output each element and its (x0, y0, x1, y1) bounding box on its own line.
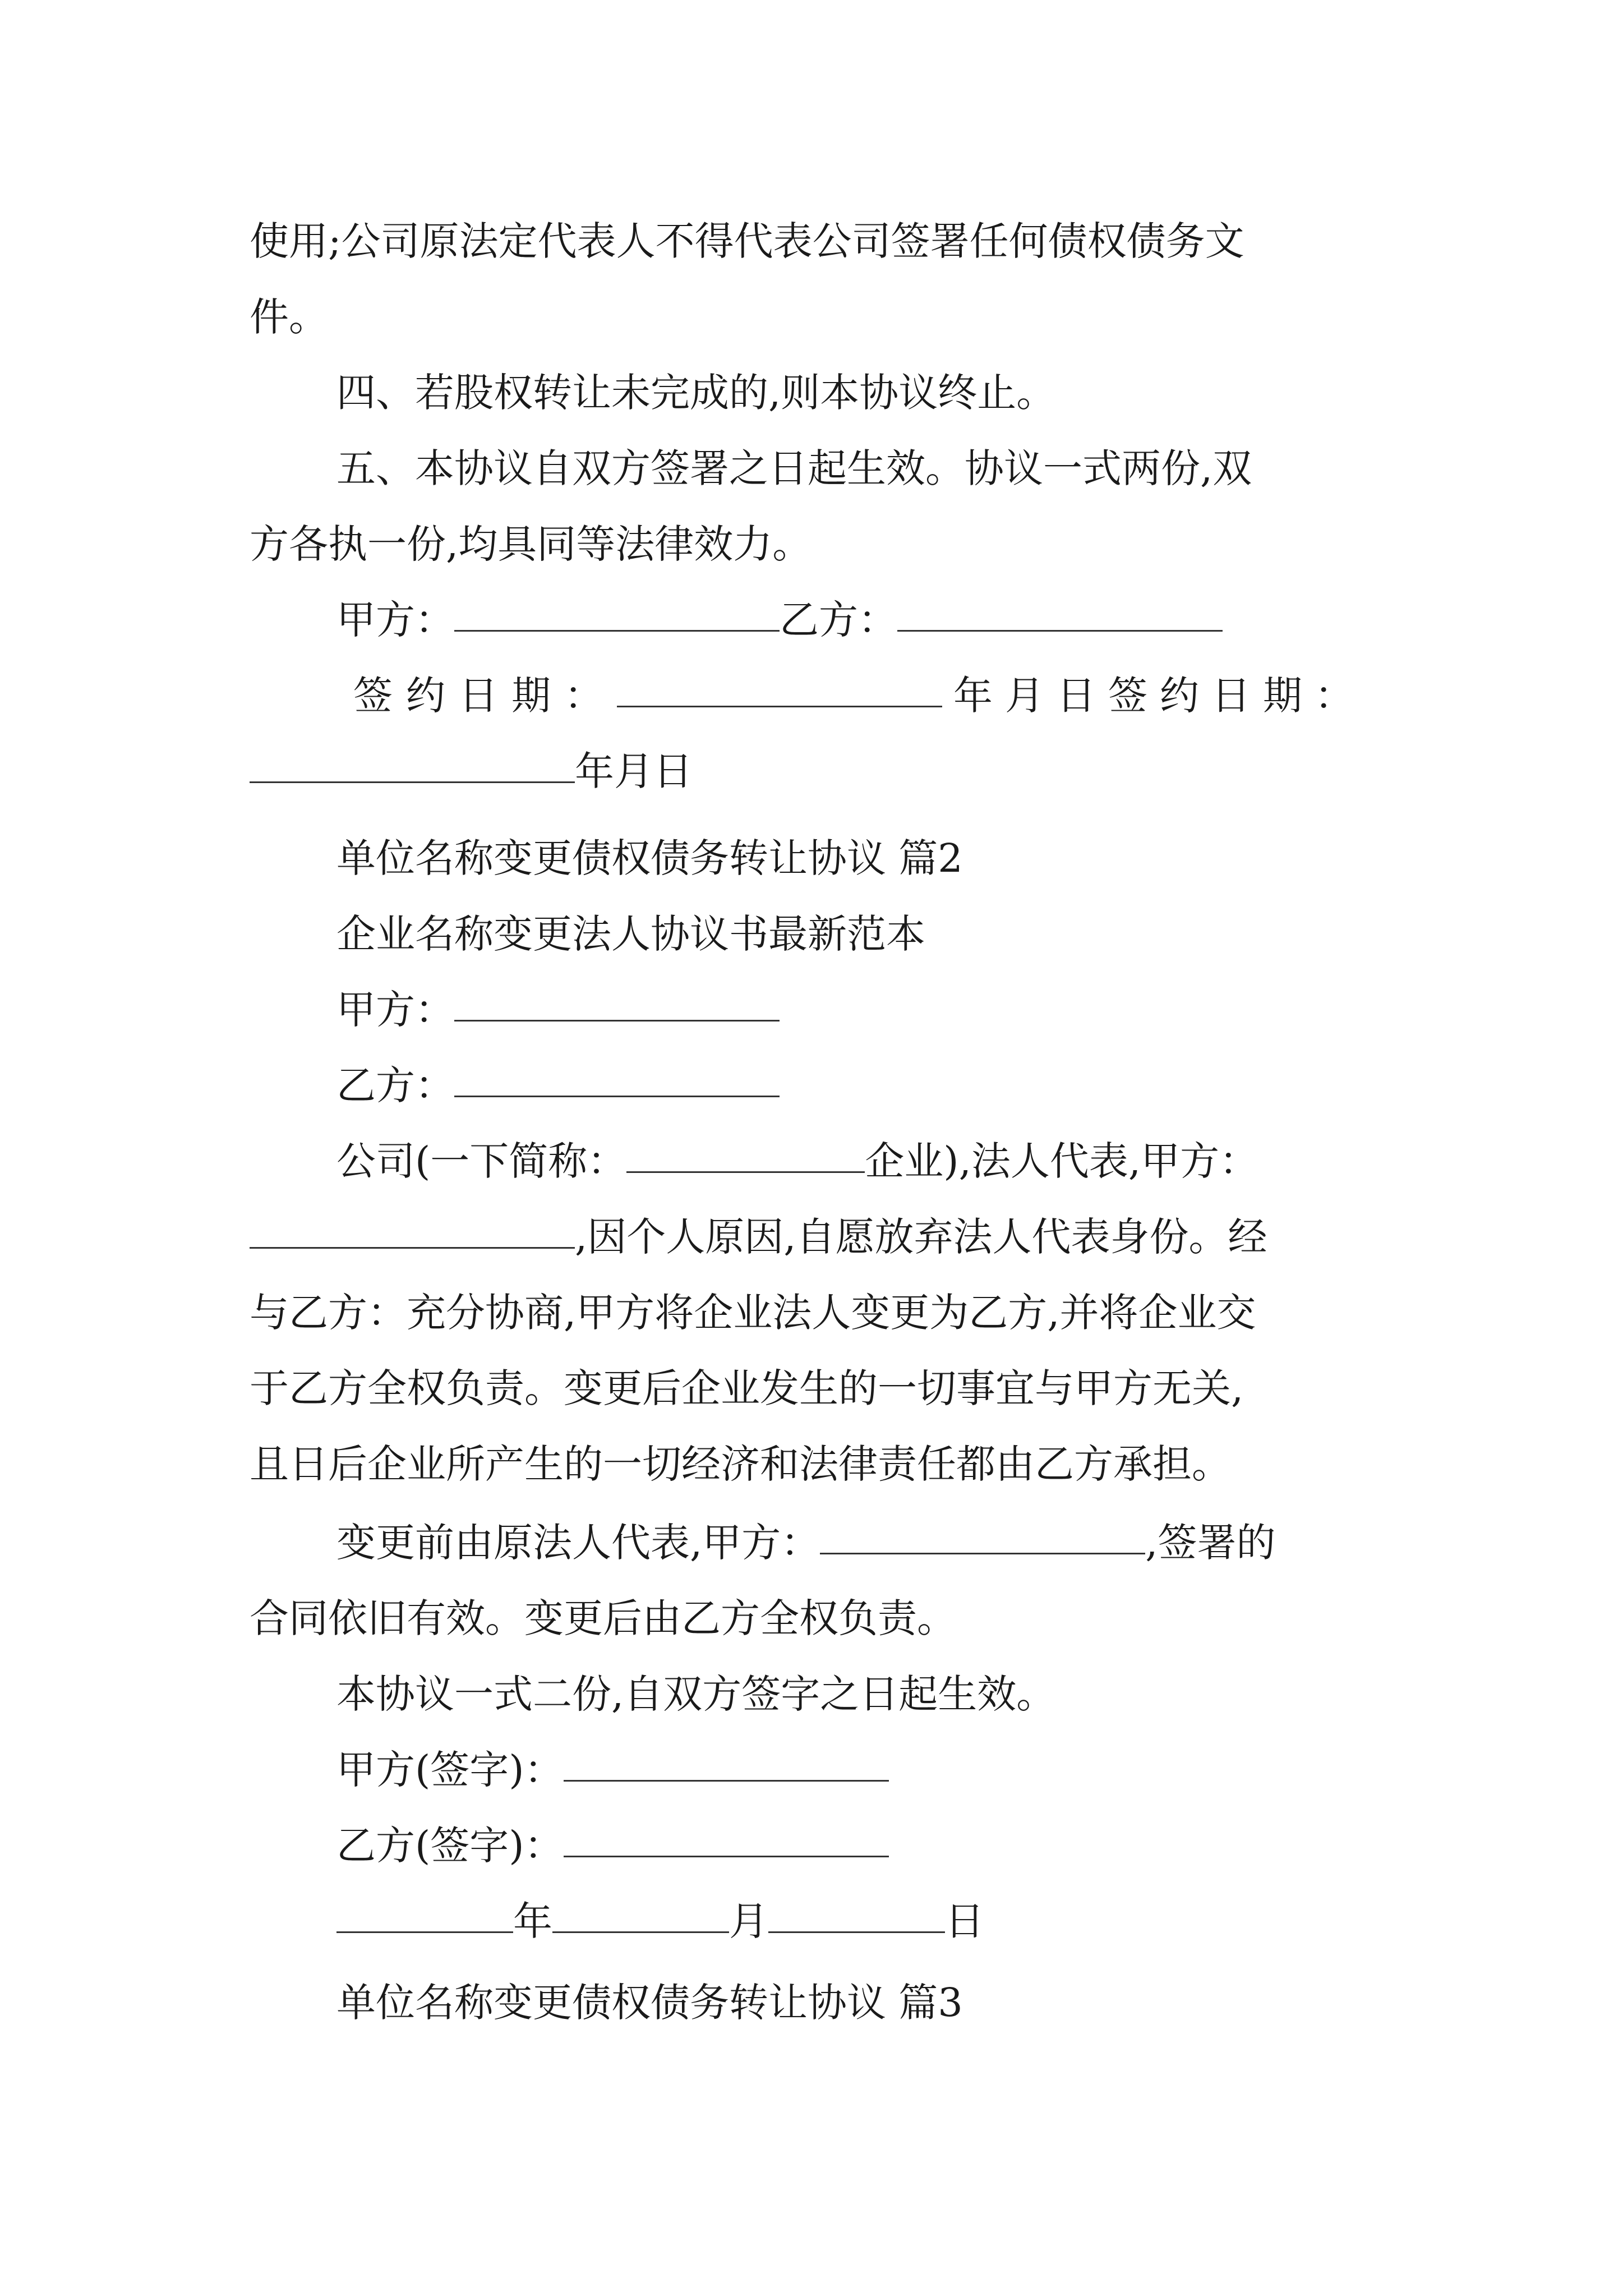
section-3-title: 单位名称变更债权债务转让协议 篇3 (336, 1980, 963, 2026)
party-a-blank (454, 586, 780, 632)
reason-text: ,因个人原因,自愿放弃法人代表身份。经 (575, 1214, 1267, 1260)
sign-date-row (336, 662, 1388, 729)
pre-change-text-a: 变更前由原法人代表,甲方： (336, 1520, 820, 1566)
party-b-sign-row (336, 1812, 1388, 1879)
party-b-label: 乙方： (780, 597, 897, 643)
month-label: 月 (729, 1898, 768, 1944)
copies-line (336, 1660, 1388, 1728)
party-a-sign-label: 甲方(签字)： (336, 1747, 564, 1793)
party-a-row (336, 976, 1388, 1043)
pre-change-continued (250, 1585, 1388, 1652)
sign-date-blank-b (250, 738, 575, 783)
sign-date-blank-a (617, 662, 942, 707)
pre-change-continued-text: 合同依旧有效。变更后由乙方全权负责。 (250, 1595, 956, 1641)
clause-five-text: 五、本协议自双方签署之日起生效。协议一式两份,双 (336, 445, 1252, 491)
year-blank (336, 1888, 513, 1933)
day-blank (768, 1888, 945, 1933)
party-a-label-2: 甲方： (336, 987, 454, 1033)
body-line-15-text: 与乙方：充分协商,甲方将企业法人变更为乙方,并将企业交 (250, 1290, 1256, 1336)
date-suffix: 年月日 (575, 748, 693, 794)
clause-four-text: 四、若股权转让未完成的,则本协议终止。 (336, 370, 1056, 416)
line-1-text: 使用;公司原法定代表人不得代表公司签署任何债权债务文 (250, 218, 1244, 264)
party-a-label: 甲方： (336, 597, 454, 643)
company-name-blank (626, 1128, 865, 1173)
body-line-17-text: 且日后企业所产生的一切经济和法律责任都由乙方承担。 (250, 1441, 1231, 1487)
sign-date-continued (250, 738, 1388, 805)
day-label: 日 (945, 1898, 984, 1944)
company-line-text-a: 公司(一下简称： (336, 1138, 627, 1184)
body-line-16-text: 于乙方全权负责。变更后企业发生的一切事宜与甲方无关, (250, 1365, 1244, 1411)
body-line-16 (250, 1355, 1388, 1422)
section-heading-3 (336, 1969, 1388, 2036)
sign-date-label-b: 年月日签约日期： (953, 673, 1366, 719)
year-label: 年 (513, 1898, 552, 1944)
month-blank (552, 1888, 729, 1933)
party-b-blank (897, 586, 1223, 632)
party-b-sign-label: 乙方(签字)： (336, 1823, 564, 1869)
section-2-title: 单位名称变更债权债务转让协议 篇2 (336, 835, 963, 881)
sign-date-label-a: 签约日期： (353, 673, 617, 719)
party-a-name-blank (250, 1203, 575, 1249)
party-b-blank-2 (454, 1052, 780, 1097)
section-heading-2 (336, 825, 1388, 892)
copies-text: 本协议一式二份,自双方签字之日起生效。 (336, 1671, 1056, 1717)
company-line-text-b: 企业),法人代表,甲方： (865, 1138, 1259, 1184)
party-signature-row (336, 586, 1388, 654)
text-line-1 (250, 208, 1388, 275)
party-b-row (336, 1052, 1388, 1119)
clause-four (336, 359, 1388, 426)
clause-five-continued (250, 510, 1388, 578)
pre-change-line (336, 1509, 1388, 1576)
party-a-sign-blank (564, 1736, 889, 1782)
party-b-label-2: 乙方： (336, 1062, 454, 1108)
clause-five (336, 435, 1388, 502)
party-a-sign-row (336, 1736, 1388, 1803)
party-b-sign-blank (564, 1812, 889, 1857)
document-subtitle (336, 900, 1388, 968)
body-line-17 (250, 1430, 1388, 1498)
clause-five-continued-text: 方各执一份,均具同等法律效力。 (250, 521, 812, 567)
line-2-text: 件。 (250, 294, 328, 340)
company-line (336, 1128, 1388, 1195)
subtitle-text: 企业名称变更法人协议书最新范本 (336, 911, 925, 957)
company-line-continued (250, 1203, 1388, 1271)
pre-change-blank (820, 1509, 1145, 1554)
pre-change-text-b: ,签署的 (1145, 1520, 1276, 1566)
date-row (336, 1888, 1388, 1955)
body-line-15 (250, 1279, 1388, 1346)
text-line-2 (250, 283, 1388, 351)
party-a-blank-2 (454, 976, 780, 1022)
